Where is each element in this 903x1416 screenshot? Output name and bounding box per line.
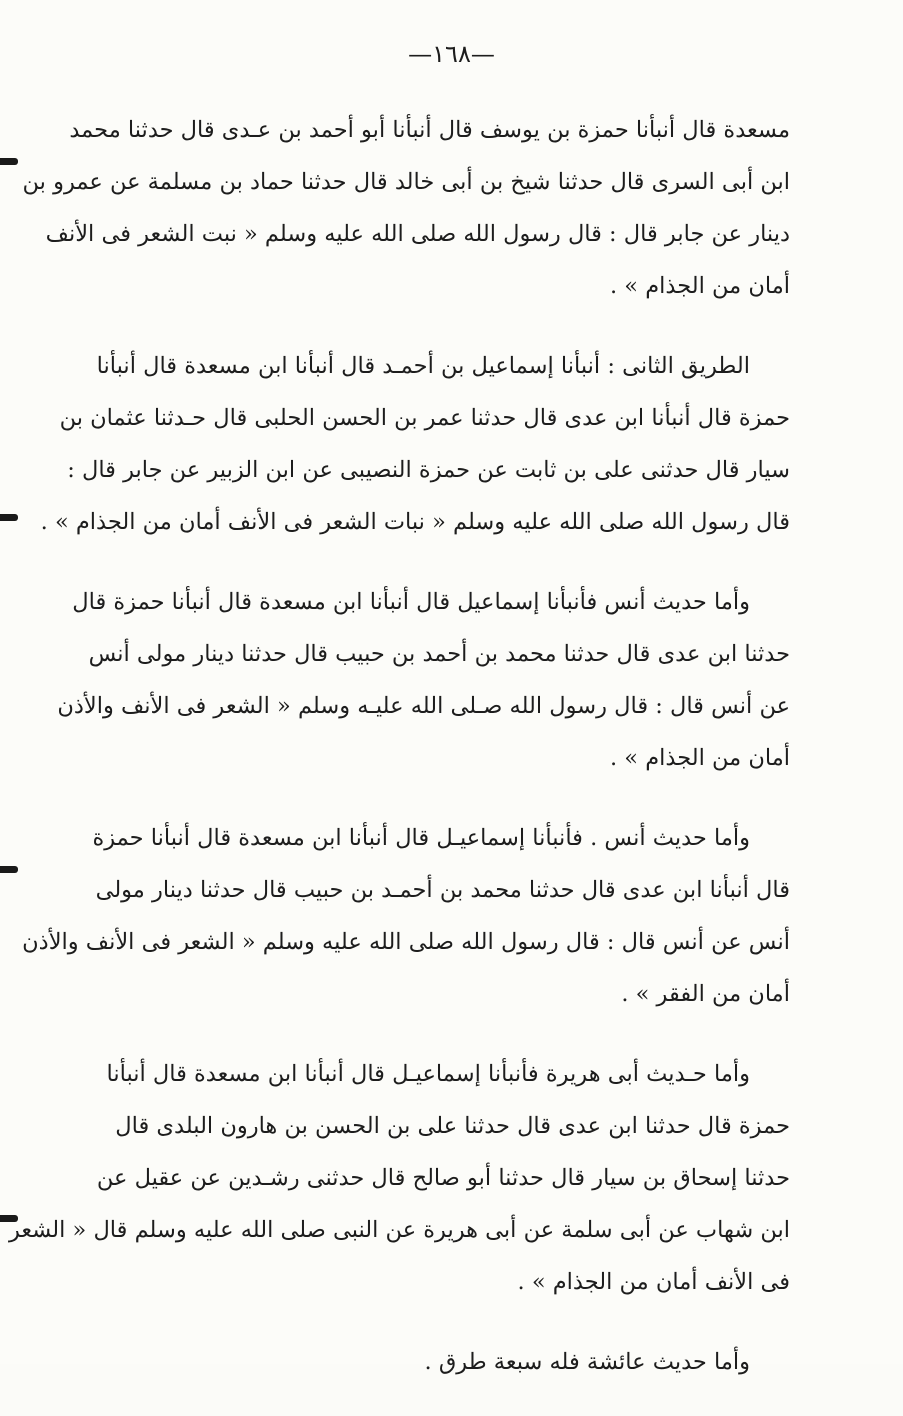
text-line: أمان من الجذام » .	[609, 273, 790, 299]
text-line: سيار قال حدثنى على بن ثابت عن حمزة النصيبى عن ابن الزبير عن جابر قال :	[67, 457, 790, 483]
paragraph	[22, 812, 790, 1020]
binding-mark	[0, 514, 18, 521]
text-line: أمان من الجذام » .	[609, 745, 790, 771]
text-line: وأما حديث أنس . فأنبأنا إسماعيـل قال أنبأنا ابن مسعدة قال أنبأنا حمزة	[92, 825, 750, 851]
text-line: حدثنا ابن عدى قال حدثنا محمد بن أحمد بن حبيب قال حدثنا دينار مولى أنس	[88, 641, 790, 667]
text-line: عن أنس قال : قال رسول الله صـلى الله عليـه وسلم « الشعر فى الأنف والأذن	[57, 693, 790, 719]
text-line: الطريق الثانى : أنبأنا إسماعيل بن أحمـد قال أنبأنا ابن مسعدة قال أنبأنا	[96, 353, 750, 379]
text-line: قال أنبأنا ابن عدى قال حدثنا محمد بن أحمـد بن حبيب قال حدثنا دينار مولى	[95, 877, 790, 903]
text-line: ابن أبى السرى قال حدثنا شيخ بن أبى خالد قال حدثنا حماد بن مسلمة عن عمرو بن	[22, 169, 790, 195]
paragraph	[8, 1048, 790, 1308]
text-line: أمان من الفقر » .	[621, 981, 790, 1007]
text-line: حمزة قال أنبأنا ابن عدى قال حدثنا عمر بن الحسن الحلبى قال حـدثنا عثمان بن	[59, 405, 790, 431]
body-text	[8, 104, 790, 1416]
paragraph	[138, 1336, 790, 1388]
text-line: ابن شهاب عن أبى سلمة عن أبى هريرة عن النبى صلى الله عليه وسلم قال « الشعر	[8, 1217, 790, 1243]
text-line: وأما حديث عائشة فله سبعة طرق .	[424, 1349, 750, 1375]
text-line: وأما حـديث أبى هريرة فأنبأنا إسماعيـل قال أنبأنا ابن مسعدة قال أنبأنا	[106, 1061, 750, 1087]
text-line: دينار عن جابر قال : قال رسول الله صلى الله عليه وسلم « نبت الشعر فى الأنف	[45, 221, 790, 247]
text-line: أنس عن أنس قال : قال رسول الله صلى الله عليه وسلم « الشعر فى الأنف والأذن	[22, 929, 790, 955]
text-line: قال رسول الله صلى الله عليه وسلم « نبات الشعر فى الأنف أمان من الجذام » .	[40, 509, 790, 535]
text-line: مسعدة قال أنبأنا حمزة بن يوسف قال أنبأنا أبو أحمد بن عـدى قال حدثنا محمد	[69, 117, 790, 143]
text-line: فى الأنف أمان من الجذام » .	[517, 1269, 790, 1295]
page-number: —١٦٨—	[408, 40, 495, 68]
text-line: وأما حديث أنس فأنبأنا إسماعيل قال أنبأنا ابن مسعدة قال أنبأنا حمزة قال	[72, 589, 750, 615]
binding-mark	[0, 158, 18, 165]
paragraph	[40, 340, 790, 548]
text-line: حدثنا إسحاق بن سيار قال حدثنا أبو صالح قال حدثنى رشـدين عن عقيل عن	[96, 1165, 790, 1191]
binding-mark	[0, 866, 18, 873]
text-line: حمزة قال حدثنا ابن عدى قال حدثنا على بن الحسن بن هارون البلدى قال	[115, 1113, 790, 1139]
paragraph	[22, 104, 790, 312]
paragraph	[57, 576, 790, 784]
